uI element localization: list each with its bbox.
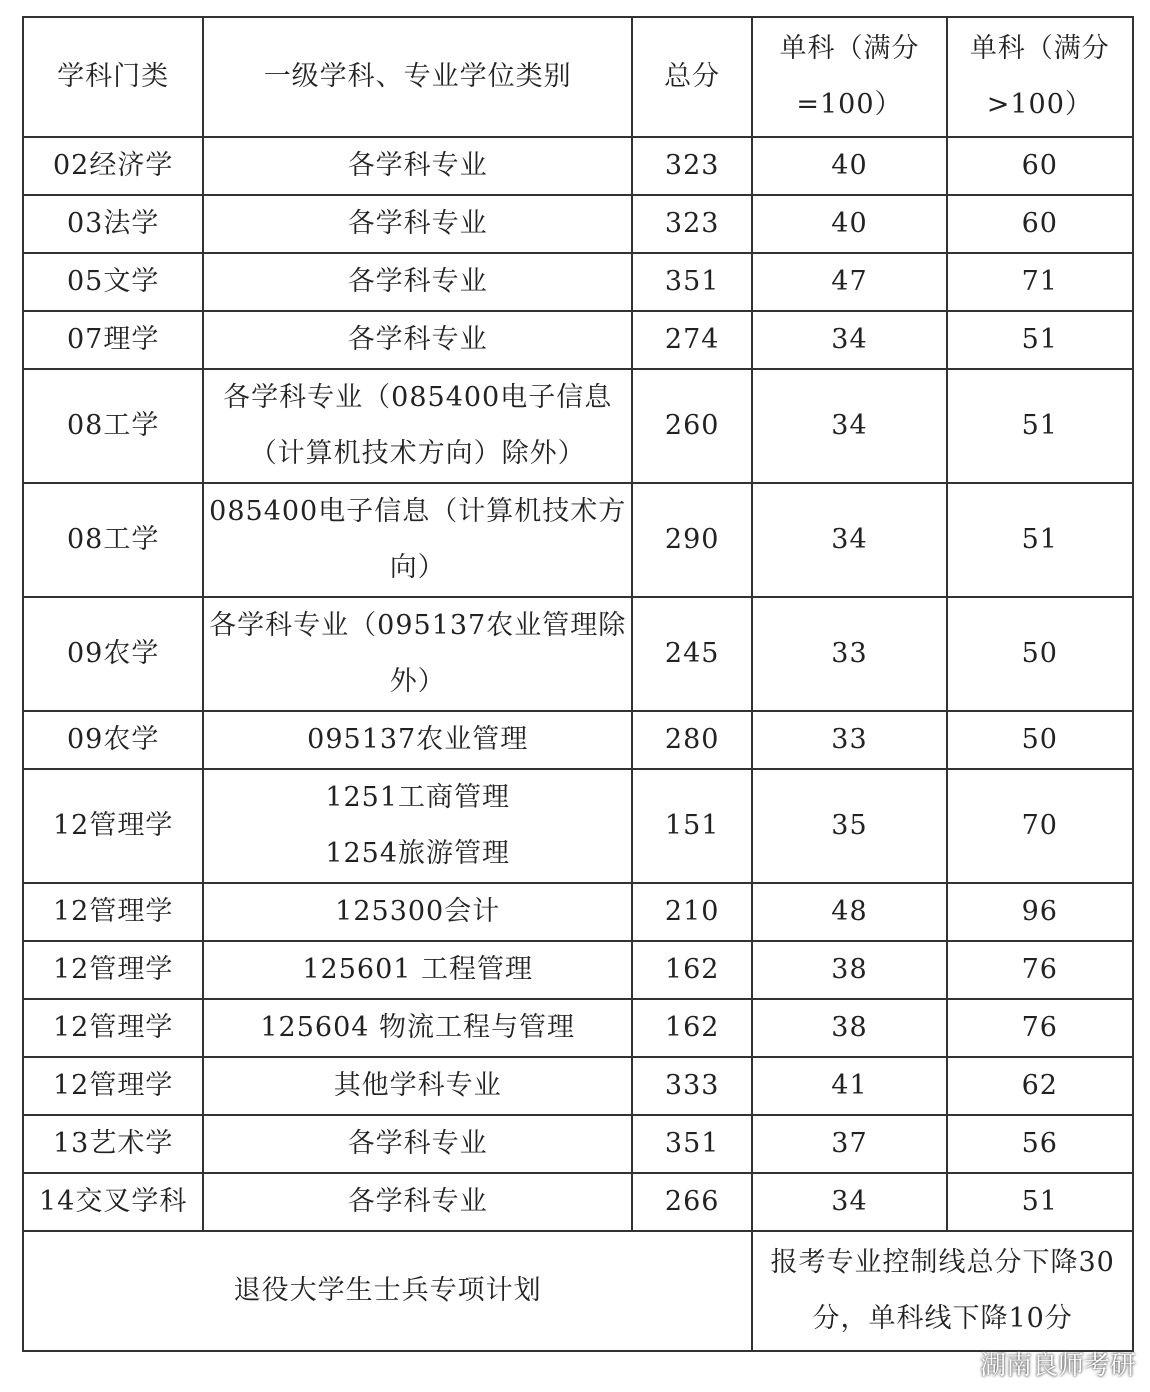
- cell-total: 260: [632, 369, 752, 483]
- cell-category: 05文学: [23, 253, 203, 311]
- cell-single-100: 40: [752, 195, 946, 253]
- cell-major: 各学科专业: [203, 1115, 632, 1173]
- table-row: [23, 1057, 1133, 1115]
- table-row: [23, 999, 1133, 1057]
- table-row: [23, 941, 1133, 999]
- cell-major: 各学科专业（095137农业管理除外）: [203, 597, 632, 711]
- cell-single-over-100: 71: [947, 253, 1133, 311]
- cell-category: 09农学: [23, 711, 203, 769]
- table-row: [23, 883, 1133, 941]
- cell-total: 245: [632, 597, 752, 711]
- table-row: [23, 195, 1133, 253]
- watermark-text: 湖南良师考研: [979, 1351, 1136, 1381]
- cell-total: 274: [632, 311, 752, 369]
- header-total: 总分: [632, 17, 752, 137]
- table-row: [23, 311, 1133, 369]
- header-single-over-100: 单科（满分>100）: [947, 17, 1133, 137]
- cell-single-over-100: 60: [947, 137, 1133, 195]
- cell-single-over-100: 51: [947, 369, 1133, 483]
- cell-total: 351: [632, 1115, 752, 1173]
- cell-single-over-100: 70: [947, 769, 1133, 883]
- cell-single-over-100: 76: [947, 999, 1133, 1057]
- cell-total: 290: [632, 483, 752, 597]
- cell-single-100: 34: [752, 311, 946, 369]
- cell-major: 各学科专业: [203, 137, 632, 195]
- cell-major: 各学科专业: [203, 195, 632, 253]
- cell-category: 13艺术学: [23, 1115, 203, 1173]
- cell-single-100: 47: [752, 253, 946, 311]
- cell-major: 各学科专业（085400电子信息（计算机技术方向）除外）: [203, 369, 632, 483]
- cell-category: 03法学: [23, 195, 203, 253]
- cell-total: 323: [632, 195, 752, 253]
- cell-single-100: 34: [752, 1173, 946, 1231]
- cell-single-100: 38: [752, 999, 946, 1057]
- footer-row: [23, 1231, 1133, 1351]
- cell-major: 各学科专业: [203, 311, 632, 369]
- header-row: [23, 17, 1133, 137]
- cell-total: 333: [632, 1057, 752, 1115]
- table-row: [23, 597, 1133, 711]
- cell-major: 其他学科专业: [203, 1057, 632, 1115]
- cell-category: 08工学: [23, 369, 203, 483]
- cell-category: 12管理学: [23, 1057, 203, 1115]
- cell-total: 162: [632, 941, 752, 999]
- table-row: [23, 769, 1133, 883]
- cell-single-over-100: 50: [947, 597, 1133, 711]
- cell-single-100: 38: [752, 941, 946, 999]
- cell-total: 210: [632, 883, 752, 941]
- cell-single-100: 35: [752, 769, 946, 883]
- cell-single-over-100: 56: [947, 1115, 1133, 1173]
- header-single-100: 单科（满分=100）: [752, 17, 946, 137]
- score-table: [22, 16, 1134, 1352]
- cell-total: 266: [632, 1173, 752, 1231]
- cell-category: 12管理学: [23, 941, 203, 999]
- header-major: 一级学科、专业学位类别: [203, 17, 632, 137]
- table-row: [23, 253, 1133, 311]
- cell-single-over-100: 51: [947, 311, 1133, 369]
- cell-category: 09农学: [23, 597, 203, 711]
- cell-single-100: 40: [752, 137, 946, 195]
- table-row: [23, 137, 1133, 195]
- cell-total: 280: [632, 711, 752, 769]
- cell-category: 14交叉学科: [23, 1173, 203, 1231]
- cell-single-100: 33: [752, 711, 946, 769]
- cell-single-100: 48: [752, 883, 946, 941]
- cell-major: 1251工商管理 1254旅游管理: [203, 769, 632, 883]
- cell-single-100: 34: [752, 369, 946, 483]
- cell-major: 095137农业管理: [203, 711, 632, 769]
- cell-single-100: 33: [752, 597, 946, 711]
- cell-major: 125604 物流工程与管理: [203, 999, 632, 1057]
- cell-category: 12管理学: [23, 999, 203, 1057]
- cell-major: 各学科专业: [203, 253, 632, 311]
- cell-single-over-100: 62: [947, 1057, 1133, 1115]
- cell-major: 125601 工程管理: [203, 941, 632, 999]
- footer-label: 退役大学生士兵专项计划: [23, 1231, 752, 1351]
- cell-major: 125300会计: [203, 883, 632, 941]
- cell-single-over-100: 51: [947, 483, 1133, 597]
- table-row: [23, 1115, 1133, 1173]
- cell-major: 085400电子信息（计算机技术方向）: [203, 483, 632, 597]
- cell-single-over-100: 96: [947, 883, 1133, 941]
- table-body: [23, 137, 1133, 1231]
- cell-category: 12管理学: [23, 769, 203, 883]
- cell-category: 02经济学: [23, 137, 203, 195]
- cell-single-100: 34: [752, 483, 946, 597]
- cell-category: 07理学: [23, 311, 203, 369]
- cell-total: 151: [632, 769, 752, 883]
- cell-single-over-100: 50: [947, 711, 1133, 769]
- cell-category: 12管理学: [23, 883, 203, 941]
- table-row: [23, 483, 1133, 597]
- cell-single-100: 37: [752, 1115, 946, 1173]
- cell-single-over-100: 51: [947, 1173, 1133, 1231]
- cell-total: 351: [632, 253, 752, 311]
- cell-category: 08工学: [23, 483, 203, 597]
- cell-total: 162: [632, 999, 752, 1057]
- footer-note: 报考专业控制线总分下降30分，单科线下降10分: [752, 1231, 1133, 1351]
- cell-single-100: 41: [752, 1057, 946, 1115]
- cell-total: 323: [632, 137, 752, 195]
- cell-single-over-100: 60: [947, 195, 1133, 253]
- header-category: 学科门类: [23, 17, 203, 137]
- table-row: [23, 711, 1133, 769]
- table-row: [23, 369, 1133, 483]
- table-row: [23, 1173, 1133, 1231]
- cell-major: 各学科专业: [203, 1173, 632, 1231]
- cell-single-over-100: 76: [947, 941, 1133, 999]
